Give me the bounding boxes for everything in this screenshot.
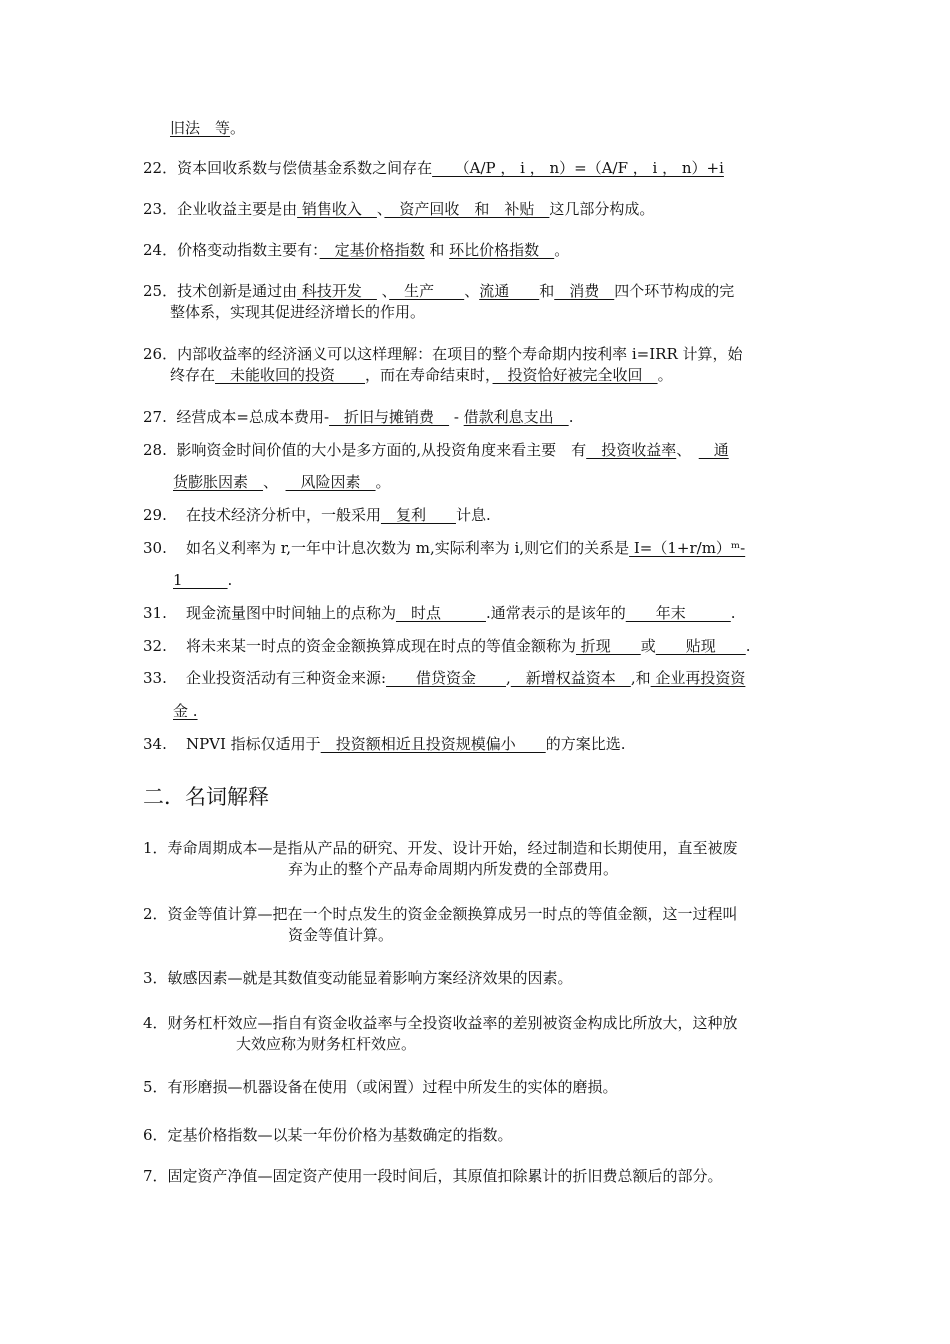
question-22: 22．资本回收系数与偿债基金系数之间存在 （A/P ， i ， n）=（A/F ， i ， n）+i <box>143 159 724 177</box>
question-number: 32. <box>143 637 167 655</box>
definition-continuation: 弃为止的整个产品寿命周期内所发费的全部费用。 <box>288 860 619 878</box>
answer-blank: 环比价格指数 <box>449 241 555 259</box>
question-number: 28. <box>143 441 167 459</box>
answer-blank: 贴现 <box>655 637 746 655</box>
question-number: 25． <box>143 282 178 300</box>
answer-blank: 1 <box>173 571 228 589</box>
question-33: 33. 企业投资活动有三种资金来源: 借贷资金 , 新增权益资本 ,和 企业再投资资 <box>143 669 746 687</box>
question-25: 25．技术创新是通过由 科技开发 、 生产 、流通 和 消费 四个环节构成的完 <box>143 282 735 300</box>
question-23: 23．企业收益主要是由 销售收入 、 资产回收 和 补贴 这几部分构成。 <box>143 200 655 218</box>
question-number: 30. <box>143 539 167 557</box>
answer-blank: 未能收回的投资 <box>215 366 366 384</box>
answer-blank: 借贷资金 <box>386 669 507 687</box>
question-number: 34. <box>143 735 167 753</box>
question-number: 29. <box>143 506 167 524</box>
answer-blank: 生产 <box>389 282 465 300</box>
answer-blank: 折旧与摊销费 <box>329 408 450 426</box>
answer-blank: 企业再投资资 <box>650 669 746 687</box>
section-heading: 二．名词解释 <box>143 785 269 809</box>
answer-blank: 借款利息支出 <box>463 408 569 426</box>
answer-blank: 年末 <box>625 604 731 622</box>
question-27: 27. 经营成本=总成本费用- 折旧与摊销费 - 借款利息支出 . <box>143 408 574 426</box>
answer-blank: 旧法 等 <box>170 119 231 137</box>
question-26: 26．内部收益率的经济涵义可以这样理解：在项目的整个寿命期内按利率 i=IRR 计算，始 <box>143 345 743 363</box>
answer-blank: 折现 <box>575 637 641 655</box>
answer-blank: 风险因素 <box>285 473 376 491</box>
answer-blank: 科技开发 <box>297 282 377 300</box>
answer-blank: 销售收入 <box>297 200 377 218</box>
answer-blank: 定基价格指数 <box>319 241 425 259</box>
answer-blank: 投资恰好被完全收回 <box>492 366 658 384</box>
answer-blank: 时点 <box>395 604 486 622</box>
question-25-line2: 整体系，实现其促进经济增长的作用。 <box>170 303 426 321</box>
question-30-line2: 1 . <box>173 571 233 589</box>
definition-item: 2．资金等值计算—把在一个时点发生的资金金额换算成另一时点的等值金额，这一过程叫 <box>143 905 738 923</box>
question-28: 28. 影响资金时间价值的大小是多方面的,从投资角度来看主要 有 投资收益率、 通 <box>143 441 729 459</box>
answer-blank: （A/P ， i ， n）=（A/F ， i ， n）+i <box>432 159 724 177</box>
question-34: 34. NPVI 指标仅适用于 投资额相近且投资规模偏小 的方案比选. <box>143 735 626 753</box>
definition-continuation: 资金等值计算。 <box>288 926 394 944</box>
question-number: 33. <box>143 669 167 687</box>
definition-item: 1．寿命周期成本—是指从产品的研究、开发、设计开始，经过制造和长期使用，直至被废 <box>143 839 738 857</box>
answer-blank: 通 <box>698 441 729 459</box>
definition-continuation: 大效应称为财务杠杆效应。 <box>236 1035 417 1053</box>
q21-continuation: 旧法 等。 <box>170 119 246 137</box>
question-32: 32. 将未来某一时点的资金金额换算成现在时点的等值金额称为 折现 或 贴现 . <box>143 637 751 655</box>
question-29: 29. 在技术经济分析中，一般采用 复利 计息. <box>143 506 491 524</box>
definition-item: 5．有形磨损—机器设备在使用（或闲置）过程中所发生的实体的磨损。 <box>143 1078 618 1096</box>
question-number: 31. <box>143 604 167 622</box>
definition-item: 7．固定资产净值—固定资产使用一段时间后，其原值扣除累计的折旧费总额后的部分。 <box>143 1167 723 1185</box>
question-30: 30. 如名义利率为 r,一年中计息次数为 m,实际利率为 i,则它们的关系是 I=（1+r/m）ᵐ- <box>143 539 746 557</box>
answer-blank: 投资额相近且投资规模偏小 <box>320 735 546 753</box>
question-33-line2 <box>173 701 198 721</box>
answer-blank: 资产回收 和 补贴 <box>384 200 550 218</box>
answer-blank: I=（1+r/m）ᵐ- <box>629 539 746 557</box>
question-26-line2: 终存在 未能收回的投资 ，而在寿命结束时， 投资恰好被完全收回 。 <box>170 366 673 384</box>
question-number: 22． <box>143 159 178 177</box>
question-number: 23． <box>143 200 178 218</box>
question-number: 24． <box>143 241 178 259</box>
answer-blank: 投资收益率 <box>586 441 677 459</box>
answer-blank: 消费 <box>554 282 615 300</box>
answer-blank: 流通 <box>479 282 540 300</box>
question-24: 24．价格变动指数主要有： 定基价格指数 和 环比价格指数 。 <box>143 241 570 259</box>
answer-blank: 货膨胀因素 <box>173 473 264 491</box>
answer-blank: 金 . <box>173 702 198 720</box>
definition-item: 4．财务杠杆效应—指自有资金收益率与全投资收益率的差别被资金构成比所放大，这种放 <box>143 1014 738 1032</box>
question-31: 31. 现金流量图中时间轴上的点称为 时点 .通常表示的是该年的 年末 . <box>143 604 736 622</box>
question-28-line2: 货膨胀因素 、 风险因素 。 <box>173 473 391 491</box>
definition-item: 3．敏感因素—就是其数值变动能显着影响方案经济效果的因素。 <box>143 969 573 987</box>
definition-item: 6．定基价格指数—以某一年份价格为基数确定的指数。 <box>143 1126 513 1144</box>
answer-blank: 复利 <box>380 506 456 524</box>
question-number: 26． <box>143 345 178 363</box>
question-number: 27. <box>143 408 167 426</box>
answer-blank: 新增权益资本 <box>510 669 631 687</box>
